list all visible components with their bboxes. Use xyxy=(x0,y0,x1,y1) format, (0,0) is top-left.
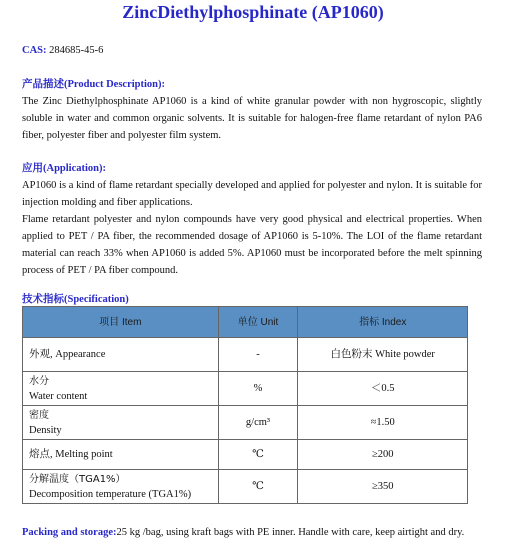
packing-section xyxy=(22,524,482,541)
row-unit: - xyxy=(218,338,298,372)
table-row xyxy=(23,440,468,470)
row-index: ≥350 xyxy=(298,470,468,504)
row-index: ≈1.50 xyxy=(298,406,468,440)
page-title: ZincDiethylphosphinate (AP1060) xyxy=(122,2,384,22)
table-row xyxy=(23,406,468,440)
description-section xyxy=(22,76,482,144)
row-index: ＜0.5 xyxy=(298,372,468,406)
row-index: ≥200 xyxy=(298,440,468,470)
header-item: 项目 Item xyxy=(23,307,219,338)
table-row xyxy=(23,338,468,372)
application-text-2: Flame retardant polyester and nylon compounds have very good physical and electrical properties. When applied to PET / PA fiber, the recommended dosage of AP1060 is 5-10%. The LOI of the flame retardant material can reach 33% when AP1060 is added 5%. AP1060 must be incorporated before the melt spinning process of PET / PA fiber compound. xyxy=(22,214,482,276)
table-header-row xyxy=(23,307,468,338)
cas-value: 284685-45-6 xyxy=(46,45,104,56)
row-item: 外观, Appearance xyxy=(23,338,219,372)
header-index: 指标 Index xyxy=(298,307,468,338)
row-item: 分解温度（TGA1%） Decomposition temperature (TGA1%) xyxy=(23,470,219,504)
row-unit: % xyxy=(218,372,298,406)
row-item: 水分 Water content xyxy=(23,372,219,406)
packing-label: Packing and storage: xyxy=(22,527,117,538)
packing-text: 25 kg /bag, using kraft bags with PE inner. Handle with care, keep airtight and dry. xyxy=(116,527,465,538)
table-row xyxy=(23,470,468,504)
row-unit: ℃ xyxy=(218,470,298,504)
row-unit: ℃ xyxy=(218,440,298,470)
header-unit: 单位 Unit xyxy=(218,307,298,338)
row-index: 白色粉末 White powder xyxy=(298,338,468,372)
description-text: The Zinc Diethylphosphinate AP1060 is a kind of white granular powder with non hygroscopic, slightly soluble in water and common organic solvents. It is suitable for halogen-free flame retardant of nylon PA6 fiber, polyester fiber and polyester film system. xyxy=(22,96,482,141)
application-heading: 应用(Application): xyxy=(22,163,106,174)
specification-heading: 技术指标(Specification) xyxy=(22,294,129,305)
description-heading: 产品描述(Product Description): xyxy=(22,79,165,90)
specification-table xyxy=(22,306,468,504)
cas-line xyxy=(22,42,482,59)
row-unit: g/cm³ xyxy=(218,406,298,440)
cas-label: CAS: xyxy=(22,45,47,56)
row-item: 熔点, Melting point xyxy=(23,440,219,470)
table-row xyxy=(23,372,468,406)
application-section xyxy=(22,160,482,279)
row-item: 密度 Density xyxy=(23,406,219,440)
application-text-1: AP1060 is a kind of flame retardant specially developed and applied for polyester and nylon. It is suitable for injection molding and fiber applications. xyxy=(22,180,482,208)
